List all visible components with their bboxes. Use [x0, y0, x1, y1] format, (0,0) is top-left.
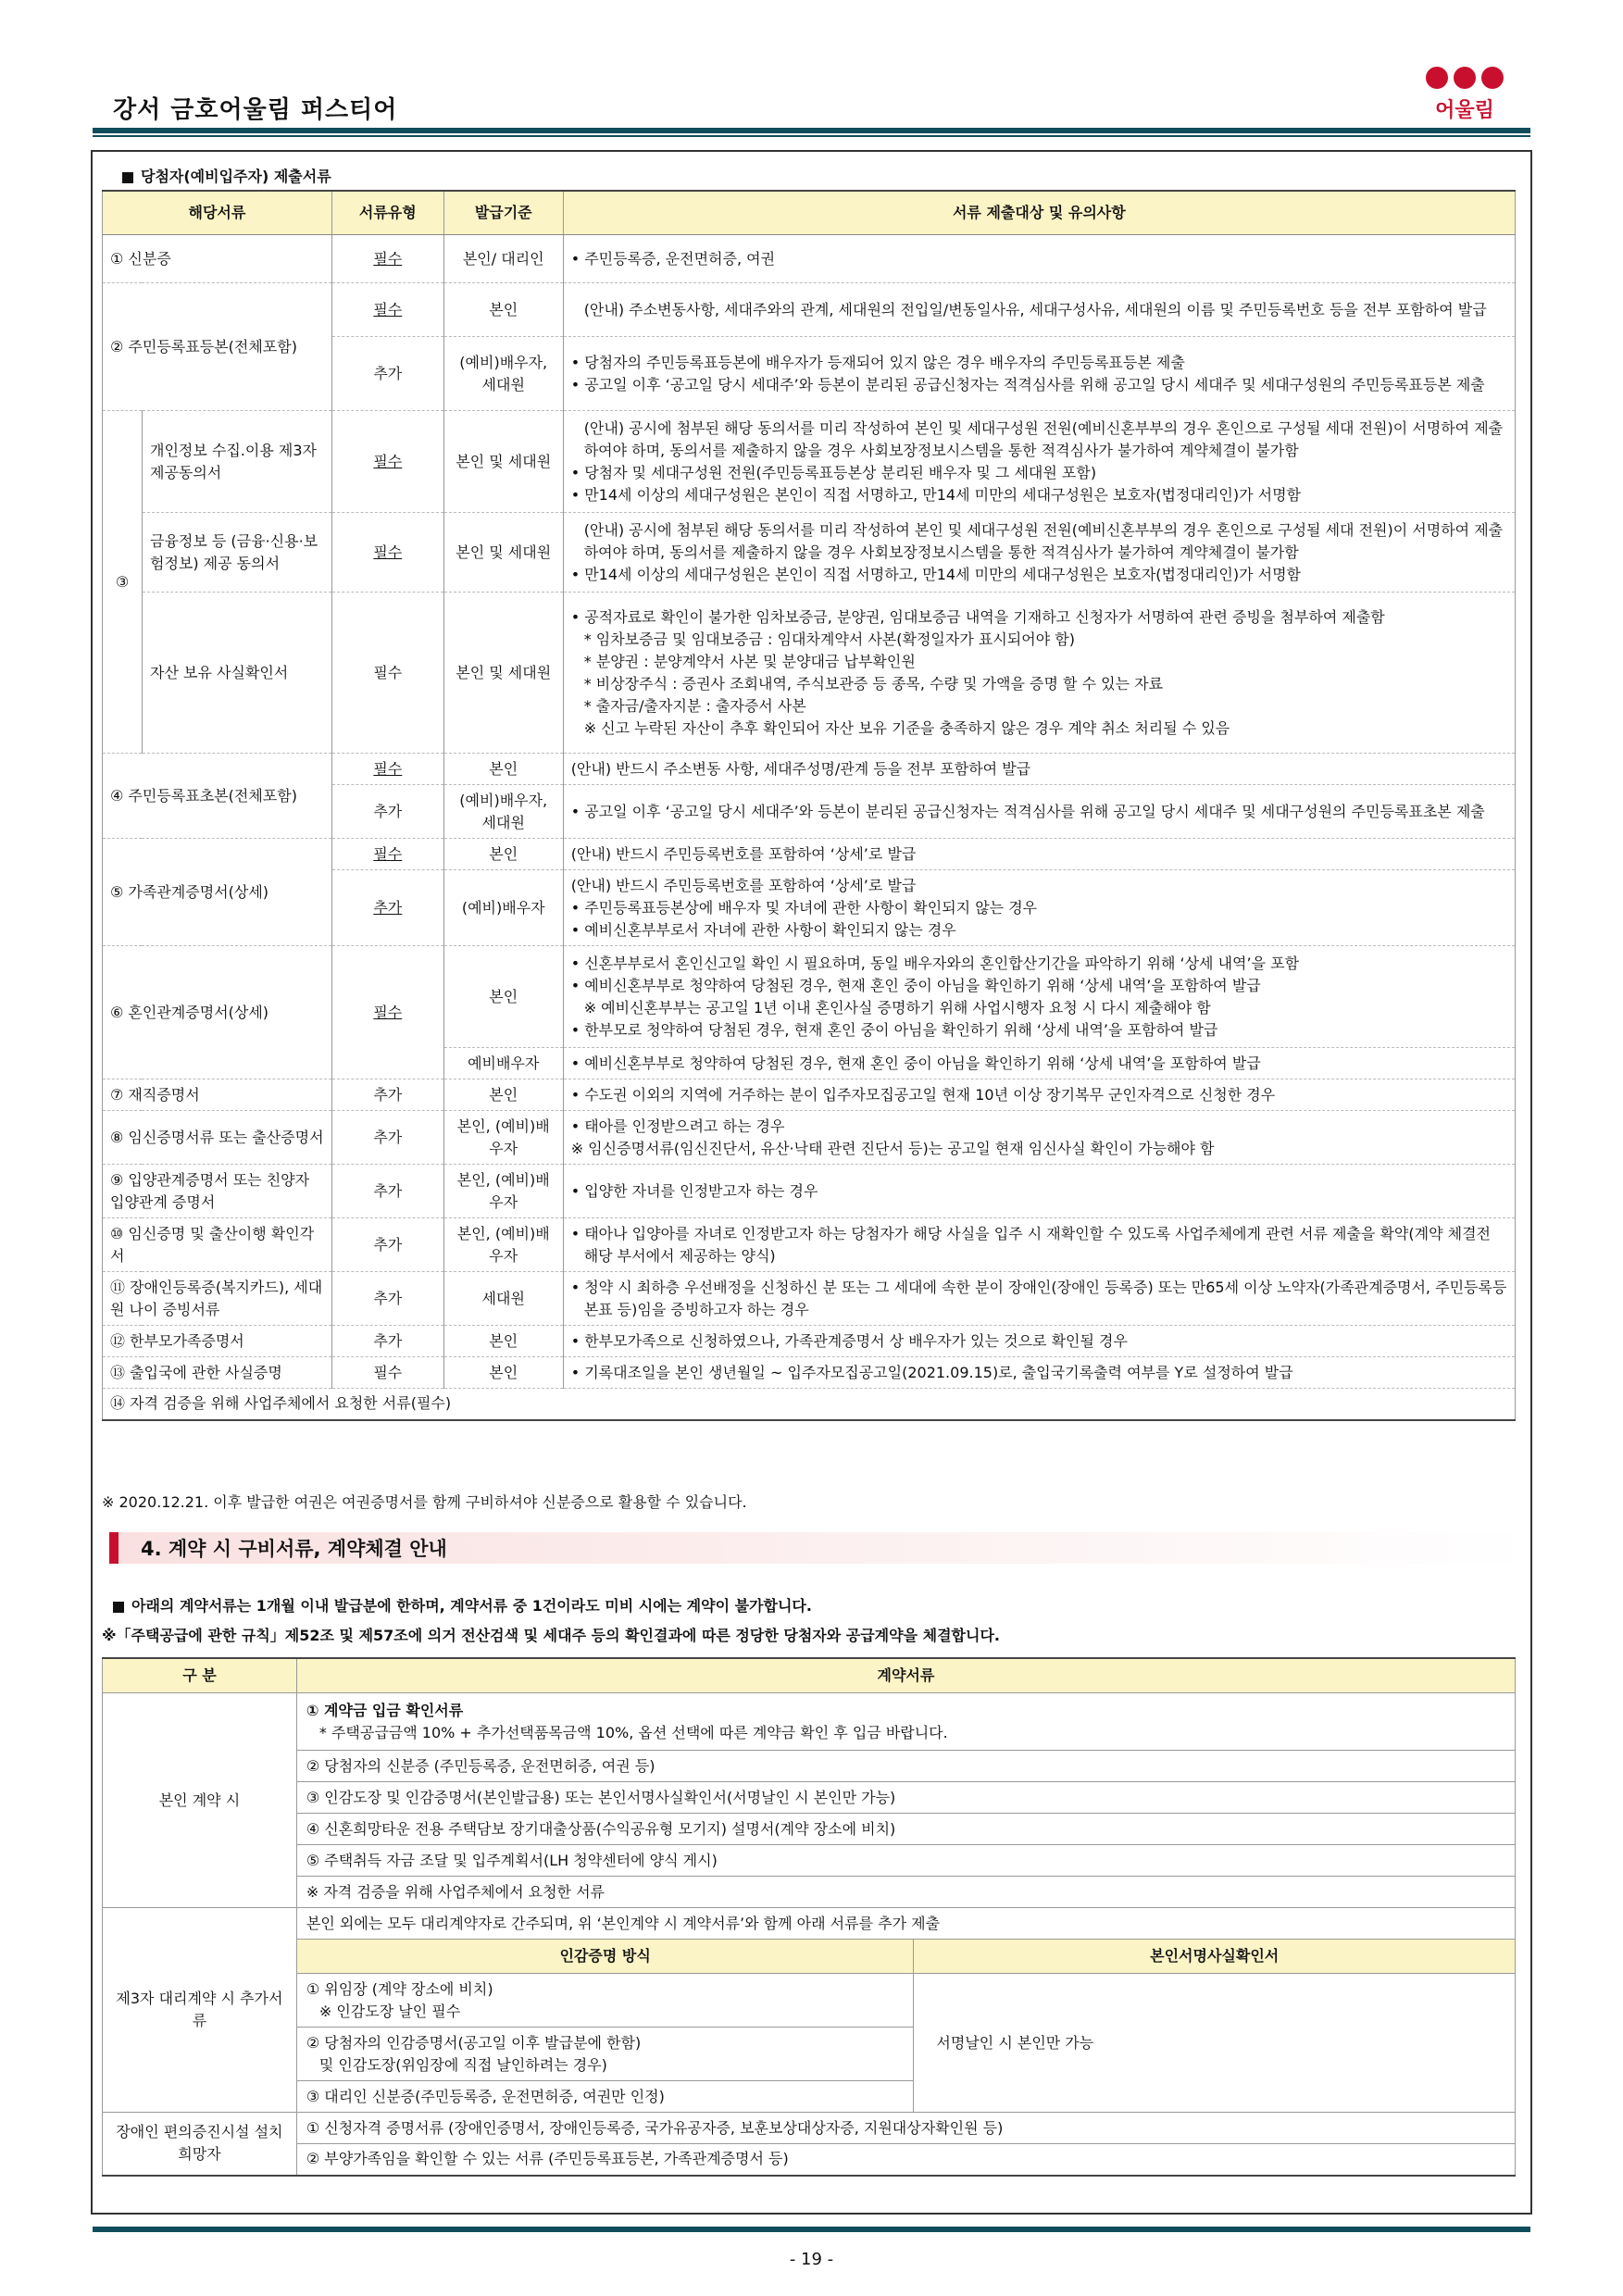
- table-header-row: [103, 191, 1516, 235]
- doc-type: 필수: [331, 235, 443, 283]
- proxy-item: ② 당첨자의 인감증명서(공고일 이후 발급분에 한함) 및 인감도장(위임장에 직접 날인하려는 경우): [296, 2028, 914, 2081]
- category-proxy: 제3자 대리계약 시 추가서류: [103, 1908, 297, 2113]
- doc-notes: • 수도권 이외의 지역에 거주하는 분이 입주자모집공고일 현재 10년 이상 장기복무 군인자격으로 신청한 경우: [563, 1079, 1515, 1111]
- doc-basis: 본인 및 세대원: [443, 513, 563, 593]
- table-row: [103, 1218, 1516, 1272]
- proxy-intro: 본인 외에는 모두 대리계약자로 간주되며, 위 ‘본인계약 시 계약서류’와 함께 아래 서류를 추가 제출: [296, 1908, 1515, 1940]
- doc-notes: • 청약 시 최하층 우선배정을 신청하신 분 또는 그 세대에 속한 분이 장애인(장애인 등록증) 또는 만65세 이상 노약자(가족관계증명서, 주민등록등본표 등)임을 증빙하고자 하는 경우: [563, 1272, 1515, 1326]
- doc-notes: • 당첨자의 주민등록표등본에 배우자가 등재되어 있지 않은 경우 배우자의 주민등록표등본 제출 • 공고일 이후 ‘공고일 당시 세대주’와 등본이 분리된 공급신청자는 적격심사를 위해 공고일 당시 세대주 및 세대구성원의 주민등록표등본 제출: [563, 337, 1515, 411]
- doc-type: 필수: [331, 839, 443, 870]
- doc-type: 필수: [331, 411, 443, 513]
- table-row: [103, 1877, 1516, 1908]
- doc-name: ⑨ 입양관계증명서 또는 친양자 입양관계 증명서: [103, 1165, 332, 1218]
- contract-documents-table: [102, 1657, 1516, 2177]
- proxy-item: ③ 대리인 신분증(주민등록증, 운전면허증, 여권만 인정): [296, 2081, 914, 2113]
- table-row: [103, 1165, 1516, 1218]
- doc-name: ⑥ 혼인관계증명서(상세): [103, 946, 332, 1079]
- disabled-item: ① 신청자격 증명서류 (장애인증명서, 장애인등록증, 국가유공자증, 보훈보상대상자증, 지원대상자확인원 등): [296, 2113, 1515, 2144]
- logo-text: 어울림: [1435, 99, 1494, 122]
- table-row: [103, 1272, 1516, 1326]
- table-row: [103, 754, 1516, 785]
- doc-name: ⑬ 출입국에 관한 사실증명: [103, 1357, 332, 1389]
- doc-type: 추가: [331, 1079, 443, 1111]
- table-row: [103, 1693, 1516, 1751]
- table-row: [103, 1357, 1516, 1389]
- doc-type: 필수: [331, 1357, 443, 1389]
- doc-notes: (안내) 반드시 주소변동 사항, 세대주성명/관계 등을 전부 포함하여 발급: [563, 754, 1515, 785]
- table-row: [103, 1079, 1516, 1111]
- header-rule-thin: [93, 135, 1530, 137]
- proxy-sign-note: 서명날인 시 본인만 가능: [914, 1974, 1516, 2113]
- doc-basis: 세대원: [443, 1272, 563, 1326]
- square-bullet-icon: [113, 1602, 124, 1613]
- table-row: [103, 1974, 1516, 2028]
- doc-type: 추가: [331, 785, 443, 839]
- doc-basis: 본인/ 대리인: [443, 235, 563, 283]
- proxy-item: ① 위임장 (계약 장소에 비치) ※ 인감도장 날인 필수: [296, 1974, 914, 2028]
- doc-basis: 예비배우자: [443, 1048, 563, 1079]
- doc-type: 필수: [331, 593, 443, 754]
- doc-basis: 본인 및 세대원: [443, 593, 563, 754]
- table-row: [103, 1751, 1516, 1782]
- doc-name: ② 주민등록표등본(전체포함): [103, 283, 332, 411]
- table-row: [103, 946, 1516, 1048]
- doc-notes: (안내) 반드시 주민등록번호를 포함하여 ‘상세’로 발급: [563, 839, 1515, 870]
- contract-item: ④ 신혼희망타운 전용 주택담보 장기대출상품(수익공유형 모기지) 설명서(계약 장소에 비치): [296, 1814, 1515, 1845]
- doc-notes: • 입양한 자녀를 인정받고자 하는 경우: [563, 1165, 1515, 1218]
- doc-basis: 본인: [443, 1326, 563, 1357]
- doc-type: 추가: [331, 337, 443, 411]
- doc-type: 필수: [331, 513, 443, 593]
- doc-notes: • 기록대조일을 본인 생년월일 ~ 입주자모집공고일(2021.09.15)로, 출입국기록출력 여부를 Y로 설정하여 발급: [563, 1357, 1515, 1389]
- section-title-winner-docs: [122, 165, 331, 186]
- doc-notes: (안내) 주소변동사항, 세대주와의 관계, 세대원의 전입일/변동일사유, 세대구성사유, 세대원의 이름 및 주민등록번호 등을 전부 포함하여 발급: [563, 283, 1515, 337]
- table-row: [103, 2144, 1516, 2176]
- doc-name: ⑦ 재직증명서: [103, 1079, 332, 1111]
- doc-notes: • 예비신혼부부로 청약하여 당첨된 경우, 현재 혼인 중이 아님을 확인하기 위해 ‘상세 내역’을 포함하여 발급: [563, 1048, 1515, 1079]
- doc-basis: (예비)배우자: [443, 870, 563, 946]
- table-row: [103, 513, 1516, 593]
- square-bullet-icon: [122, 172, 133, 183]
- doc-type: 추가: [331, 1326, 443, 1357]
- section-title-text: 당첨자(예비입주자) 제출서류: [141, 168, 331, 185]
- section-header-contract: [109, 1532, 1530, 1564]
- col-header: 구 분: [103, 1658, 297, 1693]
- winner-documents-table: [102, 190, 1516, 1421]
- doc-notes: (안내) 반드시 주민등록번호를 포함하여 ‘상세’로 발급 • 주민등록표등본상에 배우자 및 자녀에 관한 사항이 확인되지 않는 경우 • 예비신혼부부로서 자녀에 관한 사항이 확인되지 않는 경우: [563, 870, 1515, 946]
- doc-notes: • 공적자료로 확인이 불가한 임차보증금, 분양권, 임대보증금 내역을 기재하고 신청자가 서명하여 관련 증빙을 첨부하여 제출함 * 임차보증금 및 임대보증금 : 임대차계약서 사본(확정일자가 표시되어야 함) * 분양권 : 분양계약서 사본 및 분양대금 납부확인원 * 비상장주식 : 증권사 조회내역, 주식보관증 등 종목, 수량 및 가액을 증명 할 수 있는 자료 * 출자금/출자지분 : 출자증서 사본 ※ 신고 누락된 자산이 추후 확인되어 자산 보유 기준을 충족하지 않은 경우 계약 취소 처리될 수 있음: [563, 593, 1515, 754]
- doc-notes: • 태아를 인정받으려고 하는 경우 ※ 임신증명서류(임신진단서, 유산·낙태 관련 진단서 등)는 공고일 현재 임신사실 확인이 가능해야 함: [563, 1111, 1515, 1165]
- logo-dots-icon: [1423, 67, 1506, 89]
- col-header: 해당서류: [103, 191, 332, 235]
- page-header-title: 강서 금호어울림 퍼스티어: [113, 96, 398, 124]
- category-self: 본인 계약 시: [103, 1693, 297, 1908]
- doc-type: 추가: [331, 1111, 443, 1165]
- doc-notes: • 신혼부부로서 혼인신고일 확인 시 필요하며, 동일 배우자와의 혼인합산기간을 파악하기 위해 ‘상세 내역’을 포함 • 예비신혼부부로 청약하여 당첨된 경우, 현재 혼인 중이 아님을 확인하기 위해 ‘상세 내역’을 포함하여 발급 ※ 예비신혼부부는 공고일 1년 이내 혼인사실 증명하기 위해 사업시행자 요청 시 다시 제출해야 함 • 한부모로 청약하여 당첨된 경우, 현재 혼인 중이 아님을 확인하기 위해 ‘상세 내역’을 포함하여 발급: [563, 946, 1515, 1048]
- contract-item: ③ 인감도장 및 인감증명서(본인발급용) 또는 본인서명사실확인서(서명날인 시 본인만 가능): [296, 1782, 1515, 1814]
- table-row: [103, 1814, 1516, 1845]
- doc-type: 필수: [331, 754, 443, 785]
- table-row: [103, 1111, 1516, 1165]
- table-row: [103, 1845, 1516, 1877]
- contract-note: [113, 1594, 812, 1616]
- doc-name: ⑩ 임신증명 및 출산이행 확인각서: [103, 1218, 332, 1272]
- table-row: [103, 1940, 1516, 1974]
- col-header: 서류유형: [331, 191, 443, 235]
- table-row: [103, 1908, 1516, 1940]
- doc-type: 필수: [331, 946, 443, 1079]
- doc-basis: 본인: [443, 1357, 563, 1389]
- table-row: [103, 283, 1516, 337]
- table-row: [103, 1389, 1516, 1420]
- doc-notes: • 태아나 입양아를 자녀로 인정받고자 하는 당첨자가 해당 사실을 입주 시 재확인할 수 있도록 사업주체에게 관련 서류 제출을 확약(계약 체결전 해당 부서에서 제공하는 양식): [563, 1218, 1515, 1272]
- col-header: 서류 제출대상 및 유의사항: [563, 191, 1515, 235]
- table-row: [103, 235, 1516, 283]
- contract-item: ② 당첨자의 신분증 (주민등록증, 운전면허증, 여권 등): [296, 1751, 1515, 1782]
- doc-basis: 본인 및 세대원: [443, 411, 563, 513]
- doc-notes: • 공고일 이후 ‘공고일 당시 세대주’와 등본이 분리된 공급신청자는 적격심사를 위해 공고일 당시 세대주 및 세대구성원의 주민등록표초본 제출: [563, 785, 1515, 839]
- doc-name: ⑪ 장애인등록증(복지카드), 세대원 나이 증빙서류: [103, 1272, 332, 1326]
- doc-name: 개인정보 수집.이용 제3자 제공동의서: [142, 411, 331, 513]
- doc-basis: (예비)배우자, 세대원: [443, 337, 563, 411]
- doc-name: ① 신분증: [103, 235, 332, 283]
- sub-header: 본인서명사실확인서: [914, 1940, 1516, 1974]
- doc-type: 추가: [331, 870, 443, 946]
- col-header: 계약서류: [296, 1658, 1515, 1693]
- doc-name: ④ 주민등록표초본(전체포함): [103, 754, 332, 839]
- page-number: - 19 -: [789, 2250, 834, 2269]
- category-disabled: 장애인 편의증진시설 설치 희망자: [103, 2113, 297, 2176]
- doc-name: ⑭ 자격 검증을 위해 사업주체에서 요청한 서류(필수): [103, 1389, 1516, 1420]
- doc-type: 추가: [331, 1218, 443, 1272]
- doc-notes: • 한부모가족으로 신청하였으나, 가족관계증명서 상 배우자가 있는 것으로 확인될 경우: [563, 1326, 1515, 1357]
- col-header: 발급기준: [443, 191, 563, 235]
- doc-notes: • 주민등록증, 운전면허증, 여권: [563, 235, 1515, 283]
- doc-name: ⑤ 가족관계증명서(상세): [103, 839, 332, 946]
- table-row: [103, 839, 1516, 870]
- accent-bar: [109, 1532, 119, 1564]
- doc-basis: 본인: [443, 754, 563, 785]
- sub-header: 인감증명 방식: [296, 1940, 914, 1974]
- doc-basis: 본인, (예비)배우자: [443, 1165, 563, 1218]
- doc-name: 금융정보 등 (금융·신용·보험정보) 제공 동의서: [142, 513, 331, 593]
- contract-note-text: 아래의 계약서류는 1개월 이내 발급분에 한하며, 계약서류 중 1건이라도 미비 시에는 계약이 불가합니다.: [131, 1597, 812, 1615]
- table-row: [103, 411, 1516, 513]
- header-rule: [93, 128, 1530, 133]
- doc-name: ⑫ 한부모가족증명서: [103, 1326, 332, 1357]
- doc-basis: 본인: [443, 1079, 563, 1111]
- doc-basis: 본인, (예비)배우자: [443, 1111, 563, 1165]
- passport-note: ※ 2020.12.21. 이후 발급한 여권은 여권증명서를 함께 구비하셔야 신분증으로 활용할 수 있습니다.: [102, 1493, 747, 1511]
- table-row: [103, 1782, 1516, 1814]
- brand-logo: [1423, 67, 1506, 123]
- disabled-item: ② 부양가족임을 확인할 수 있는 서류 (주민등록표등본, 가족관계증명서 등): [296, 2144, 1515, 2176]
- table-header-row: [103, 1658, 1516, 1693]
- table-row: [103, 593, 1516, 754]
- doc-notes: (안내) 공시에 첨부된 해당 동의서를 미리 작성하여 본인 및 세대구성원 전원(예비신혼부부의 경우 혼인으로 구성될 세대 전원)이 서명하여 제출하여야 하며, 동의서를 제출하지 않을 경우 사회보장정보시스템을 통한 적격심사가 불가하여 계약체결이 불가함 • 당첨자 및 세대구성원 전원(주민등록표등본상 분리된 배우자 및 그 세대원 포함) • 만14세 이상의 세대구성원은 본인이 직접 서명하고, 만14세 미만의 세대구성원은 보호자(법정대리인)가 서명함: [563, 411, 1515, 513]
- doc-type: 추가: [331, 1165, 443, 1218]
- table-row: [103, 1326, 1516, 1357]
- doc-basis: 본인, (예비)배우자: [443, 1218, 563, 1272]
- contract-item: ⑤ 주택취득 자금 조달 및 입주계획서(LH 청약센터에 양식 게시): [296, 1845, 1515, 1877]
- doc-name: 자산 보유 사실확인서: [142, 593, 331, 754]
- doc-basis: 본인: [443, 283, 563, 337]
- section-title: 4. 계약 시 구비서류, 계약체결 안내: [141, 1538, 447, 1560]
- doc-basis: 본인: [443, 839, 563, 870]
- table-row: [103, 2113, 1516, 2144]
- footer-rule: [93, 2227, 1530, 2232]
- doc-number: ③: [103, 411, 143, 754]
- doc-type: 필수: [331, 283, 443, 337]
- contract-rule-note: ※「주택공급에 관한 규칙」제52조 및 제57조에 의거 전산검색 및 세대주 등의 확인결과에 따른 정당한 당첨자와 공급계약을 체결합니다.: [102, 1627, 1000, 1644]
- doc-name: ⑧ 임신증명서류 또는 출산증명서: [103, 1111, 332, 1165]
- doc-type: 추가: [331, 1272, 443, 1326]
- contract-item: ※ 자격 검증을 위해 사업주체에서 요청한 서류: [296, 1877, 1515, 1908]
- doc-basis: 본인: [443, 946, 563, 1048]
- contract-item: ① 계약금 입금 확인서류 * 주택공급금액 10% + 추가선택품목금액 10%, 옵션 선택에 따른 계약금 확인 후 입금 바랍니다.: [296, 1693, 1515, 1751]
- doc-basis: (예비)배우자, 세대원: [443, 785, 563, 839]
- doc-notes: (안내) 공시에 첨부된 해당 동의서를 미리 작성하여 본인 및 세대구성원 전원(예비신혼부부의 경우 혼인으로 구성될 세대 전원)이 서명하여 제출하여야 하며, 동의서를 제출하지 않을 경우 사회보장정보시스템을 통한 적격심사가 불가하여 계약체결이 불가함 • 만14세 이상의 세대구성원은 본인이 직접 서명하고, 만14세 미만의 세대구성원은 보호자(법정대리인)가 서명함: [563, 513, 1515, 593]
